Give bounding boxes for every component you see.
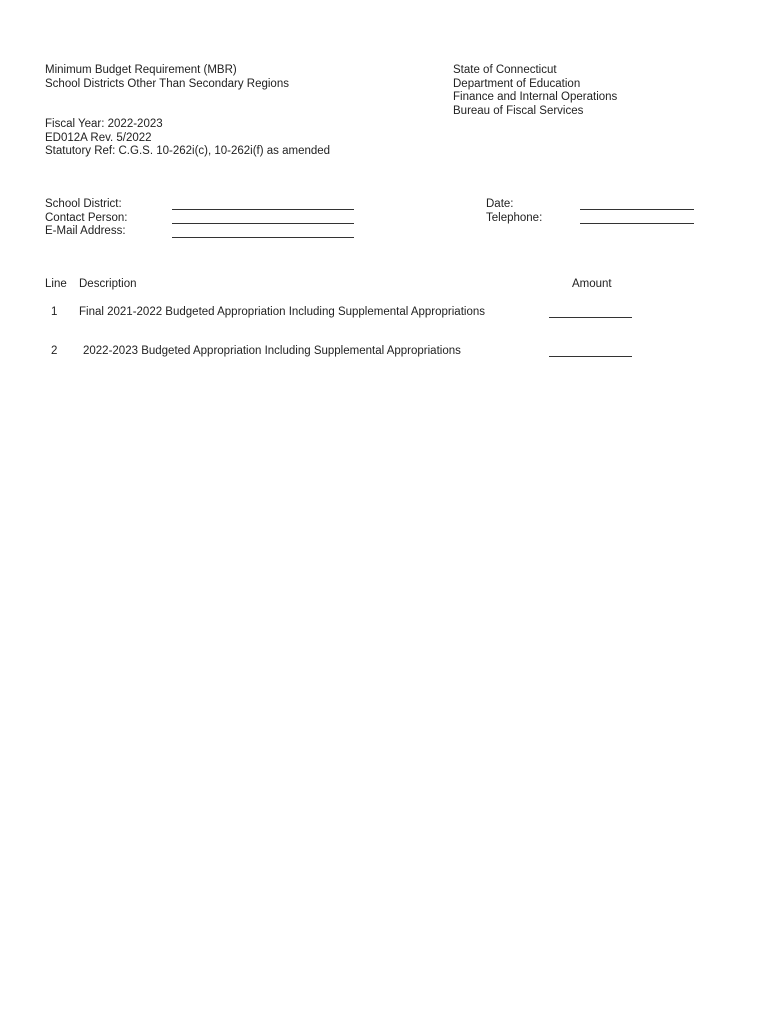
contact-labels-right [486,198,542,225]
school-district-field[interactable] [172,199,354,210]
row-2-amount-field[interactable] [549,346,632,357]
telephone-field[interactable] [580,213,694,224]
form-subtitle: School Districts Other Than Secondary Regions [45,77,289,90]
form-revision: ED012A Rev. 5/2022 [45,131,152,144]
contact-person-field[interactable] [172,213,354,224]
agency-state: State of Connecticut [453,64,557,76]
form-title: Minimum Budget Requirement (MBR) [45,64,237,76]
form-meta [45,118,330,159]
row-1-line-number: 1 [51,306,58,318]
row-2-description: 2022-2023 Budgeted Appropriation Including Supplemental Appropriations [83,345,461,357]
date-label: Date: [486,198,514,210]
row-1-amount-field[interactable] [549,307,632,318]
fiscal-year: Fiscal Year: 2022-2023 [45,118,163,130]
column-header-line: Line [45,278,67,290]
agency-bureau: Bureau of Fiscal Services [453,104,584,117]
header-left [45,64,289,91]
column-header-amount: Amount [572,278,612,290]
header-right [453,64,617,118]
row-2-line-number: 2 [51,345,58,357]
agency-division: Finance and Internal Operations [453,91,618,103]
telephone-label: Telephone: [486,211,543,224]
column-header-description: Description [79,278,137,290]
agency-department: Department of Education [453,77,581,90]
contact-person-label: Contact Person: [45,211,128,224]
contact-labels [45,198,127,239]
statutory-reference: Statutory Ref: C.G.S. 10-262i(c), 10-262i(f) as amended [45,145,331,157]
school-district-label: School District: [45,198,122,210]
date-field[interactable] [580,199,694,210]
email-address-field[interactable] [172,227,354,238]
row-1-description: Final 2021-2022 Budgeted Appropriation Including Supplemental Appropriations [79,306,485,318]
email-address-label: E-Mail Address: [45,225,126,237]
